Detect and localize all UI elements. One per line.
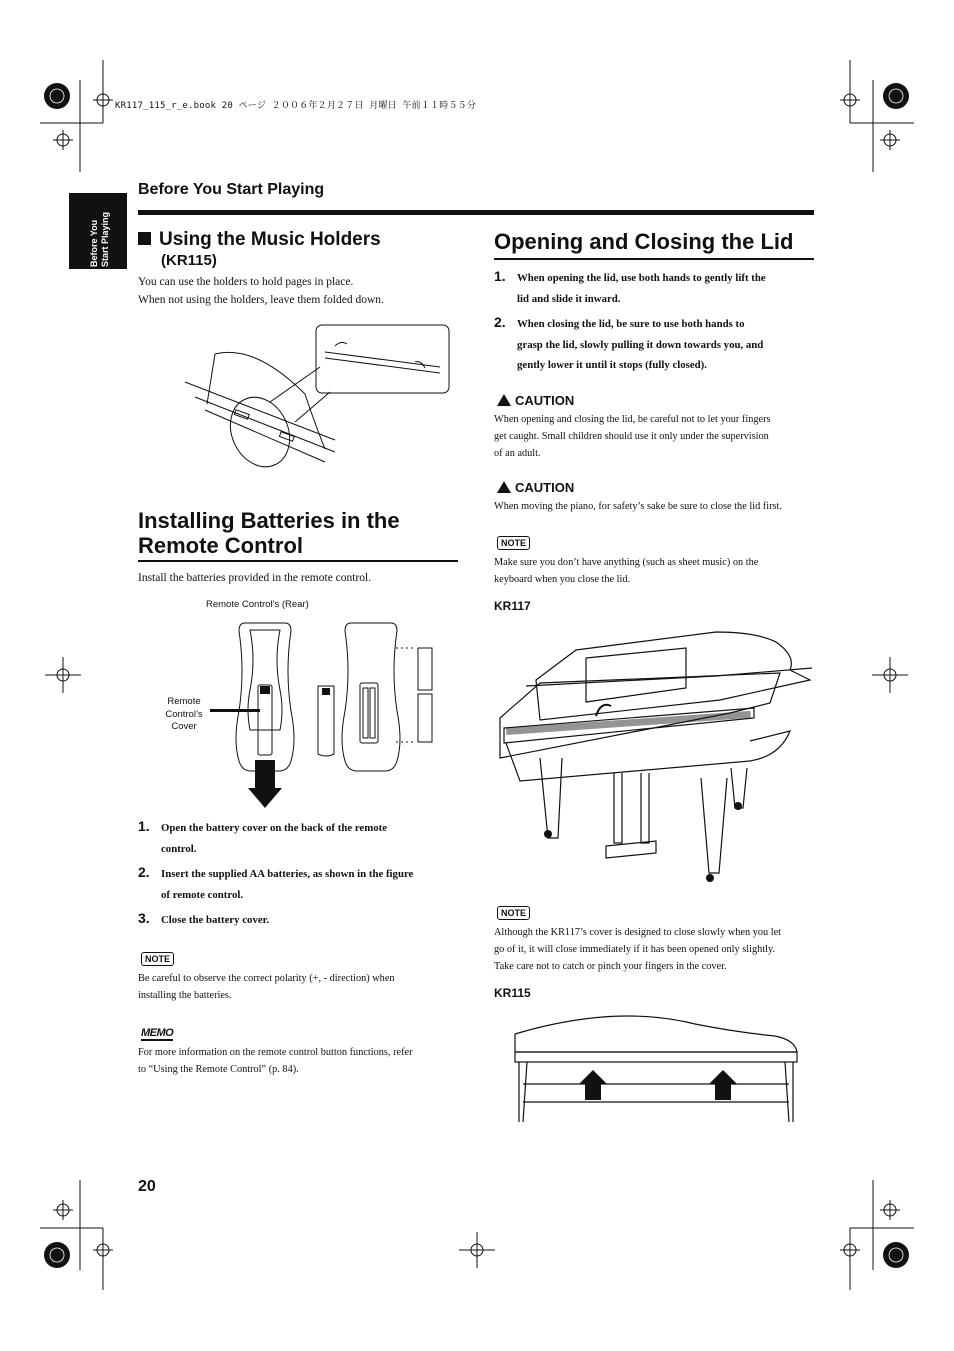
lid-note-1-badge — [497, 533, 530, 551]
note-icon: NOTE — [497, 536, 530, 550]
side-tab-label: Before You Start Playing — [89, 211, 110, 267]
fig-label-rear: Remote Control’s (Rear) — [206, 599, 309, 610]
note-line: Make sure you don’t have anything (such as sheet music) on the — [494, 557, 759, 568]
step-text — [517, 268, 817, 309]
step-text — [161, 910, 461, 931]
memo-line: For more information on the remote control button functions, refer — [138, 1047, 413, 1058]
step-line: of remote control. — [161, 888, 244, 901]
caution-label: CAUTION — [515, 480, 575, 495]
note-icon: NOTE — [497, 906, 530, 920]
caution-1 — [497, 393, 574, 408]
print-header: KR117_115_r_e.book 20 ページ ２００６年２月２７日 月曜日 午前１１時５５分 — [115, 101, 477, 111]
note-icon: NOTE — [141, 952, 174, 966]
lid-note-1 — [494, 554, 758, 588]
square-bullet-icon — [138, 232, 151, 245]
caution-line: When opening and closing the lid, be careful not to let your fingers — [494, 414, 771, 425]
step-number: 1. — [138, 818, 150, 834]
note-line: Although the KR117’s cover is designed to close slowly when you let — [494, 927, 782, 938]
step-line: Close the battery cover. — [161, 914, 270, 926]
upright-piano-lid-illustration — [505, 1012, 810, 1122]
batteries-title-line2: Remote Control — [138, 533, 303, 558]
batteries-title-line1: Installing Batteries in the — [138, 508, 400, 533]
memo-icon: MEMO — [141, 1027, 174, 1039]
caution-label: CAUTION — [515, 393, 575, 408]
lid-note-2-badge — [497, 903, 530, 921]
section-header: Before You Start Playing — [138, 181, 325, 198]
warning-icon — [497, 481, 511, 493]
music-holders-line2: When not using the holders, leave them folded down. — [138, 294, 384, 306]
step-line: When opening the lid, use both hands to gently lift the — [517, 272, 766, 284]
caution-line: of an adult. — [494, 448, 541, 459]
lid-note-2 — [494, 924, 781, 975]
batteries-intro: Install the batteries provided in the remote control. — [138, 572, 372, 584]
grand-piano-illustration — [496, 628, 816, 888]
batteries-rule — [138, 560, 458, 562]
step-line: gently lower it until it stops (fully closed). — [517, 359, 707, 371]
kr117-label: KR117 — [494, 599, 531, 613]
step-number: 3. — [138, 910, 150, 926]
side-tab — [69, 193, 127, 269]
battery-note-badge — [141, 949, 174, 967]
memo-badge — [141, 1023, 173, 1041]
note-line: keyboard when you close the lid. — [494, 574, 631, 585]
fig-label-cover-2: Control’s — [165, 708, 203, 720]
lid-title: Opening and Closing the Lid — [494, 229, 794, 254]
kr115-label: KR115 — [494, 986, 531, 1000]
caution-2 — [497, 480, 574, 495]
step-text — [161, 818, 461, 859]
step-number: 2. — [138, 864, 150, 880]
battery-note — [138, 970, 395, 1004]
note-line: go of it, it will close immediately if it has been opened only slightly. — [494, 944, 776, 955]
note-line: installing the batteries. — [138, 990, 232, 1001]
page-number: 20 — [138, 1178, 156, 1195]
music-holders-heading — [138, 229, 381, 251]
caution-line: get caught. Small children should use it only under the supervision — [494, 431, 769, 442]
caution-1-text — [494, 411, 771, 462]
fig-label-cover — [160, 696, 208, 734]
music-holders-line1: You can use the holders to hold pages in place. — [138, 276, 354, 288]
step-line: Open the battery cover on the back of the remote — [161, 822, 387, 834]
warning-icon — [497, 394, 511, 406]
step-text — [517, 314, 817, 376]
step-line: control. — [161, 842, 197, 855]
step-number: 2. — [494, 314, 506, 330]
music-holders-model: (KR115) — [161, 252, 217, 269]
step-text — [161, 864, 461, 905]
music-holder-illustration — [175, 322, 455, 472]
step-line: Insert the supplied AA batteries, as shown in the figure — [161, 868, 414, 880]
lid-rule — [494, 258, 814, 260]
header-rule — [138, 210, 814, 215]
fig-label-cover-1: Remote — [167, 696, 201, 707]
batteries-title — [138, 508, 400, 558]
music-holders-title: Using the Music Holders — [159, 229, 381, 250]
caution-2-text: When moving the piano, for safety’s sake be sure to close the lid first. — [494, 501, 782, 512]
memo-line: to “Using the Remote Control” (p. 84). — [138, 1064, 299, 1075]
step-line: When closing the lid, be sure to use both hands to — [517, 318, 745, 330]
fig-label-cover-3: Cover — [171, 721, 197, 732]
step-line: grasp the lid, slowly pulling it down towards you, and — [517, 338, 764, 351]
step-line: lid and slide it inward. — [517, 292, 621, 305]
note-line: Take care not to catch or pinch your fingers in the cover. — [494, 961, 727, 972]
memo-text — [138, 1044, 413, 1078]
step-number: 1. — [494, 268, 506, 284]
remote-control-illustration — [210, 618, 440, 813]
note-line: Be careful to observe the correct polarity (+, - direction) when — [138, 973, 395, 984]
